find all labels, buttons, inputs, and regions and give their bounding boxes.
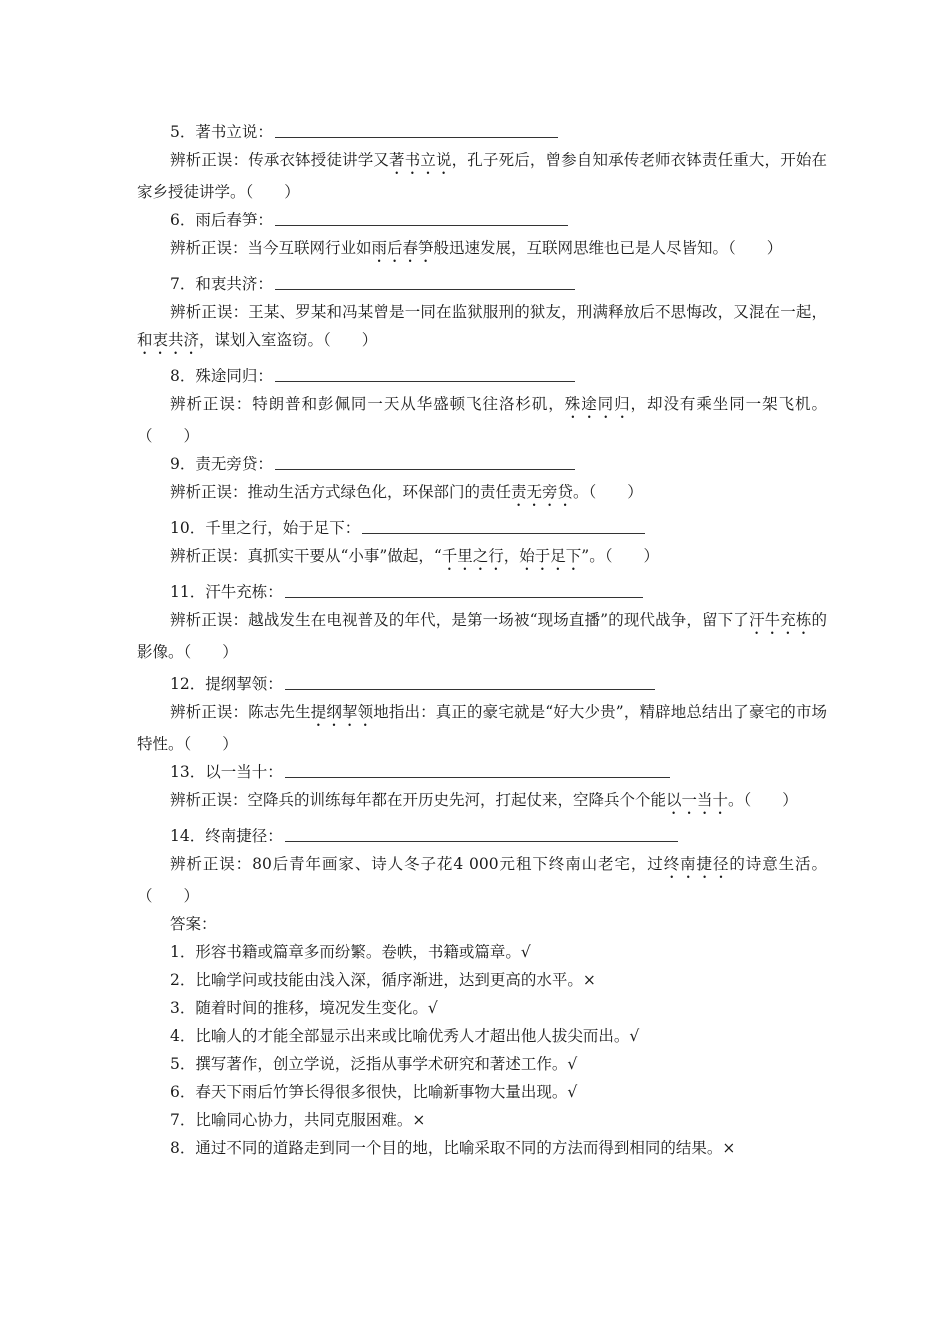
analysis-paragraph — [137, 698, 827, 758]
question-heading — [170, 206, 827, 234]
question-number: 7． — [170, 275, 196, 293]
question-heading — [170, 270, 827, 298]
question-number: 10． — [170, 519, 206, 537]
question-term: 和衷共济： — [195, 275, 273, 293]
emphasized-idiom: 汗牛充栋 — [748, 611, 812, 629]
analysis-text: 辨析正误：陈志先生 — [170, 703, 311, 721]
question-term: 千里之行，始于足下： — [205, 519, 361, 537]
question-term: 汗牛充栋： — [205, 583, 283, 601]
analysis-text: 辨析正误：王某、罗某和冯某曾是一同在监狱服刑的狱友，刑满释放后不思悔改，又混在一起， — [170, 303, 827, 321]
analysis-text: 辨析正误：真抓实干要从“小事”做起，“ — [170, 547, 442, 565]
question-term: 提纲挈领： — [205, 675, 283, 693]
question-number: 13． — [170, 763, 206, 781]
analysis-text: ，谋划入室盗窃。（ ） — [199, 331, 378, 349]
question-number: 12． — [170, 675, 206, 693]
question-term: 殊途同归： — [195, 367, 273, 385]
emphasized-idiom: 以一当十 — [666, 791, 729, 809]
emphasized-idiom: 责无旁贷 — [511, 483, 574, 501]
analysis-text: 般迅速发展，互联网思维也已是人尽皆知。（ ） — [433, 239, 783, 257]
question-heading — [170, 578, 827, 606]
page-content — [137, 118, 827, 1162]
analysis-paragraph — [137, 390, 827, 450]
analysis-paragraph — [137, 146, 827, 206]
analysis-text: 。（ ） — [728, 791, 798, 809]
analysis-text: ”。（ ） — [581, 547, 659, 565]
answer-blank[interactable] — [275, 450, 575, 470]
question-term: 责无旁贷： — [195, 455, 273, 473]
analysis-paragraph — [137, 298, 827, 358]
analysis-text: 辨析正误：80后青年画家、诗人冬子花4 000元租下终南山老宅，过 — [170, 855, 664, 873]
analysis-paragraph — [137, 786, 827, 818]
answer-item: 8．通过不同的道路走到同一个目的地，比喻采取不同的方法而得到相同的结果。× — [170, 1139, 736, 1157]
question-heading — [170, 450, 827, 478]
analysis-paragraph — [137, 606, 827, 666]
question-number: 6． — [170, 211, 196, 229]
answers-heading: 答案： — [170, 915, 217, 933]
question-number: 5． — [170, 123, 196, 141]
analysis-text: 的影像。（ ） — [137, 611, 827, 661]
analysis-text: 辨析正误：特朗普和彭佩同一天从华盛顿飞往洛杉矶， — [170, 395, 565, 413]
analysis-text: ，却没有乘坐同一架飞机。（ ） — [137, 395, 827, 445]
question-heading — [170, 822, 827, 850]
analysis-text: ，孔子死后，曾参自知承传老师衣钵责任重大，开始在家乡授徒讲学。（ ） — [137, 151, 827, 201]
answer-blank[interactable] — [275, 362, 575, 382]
emphasized-idiom: 和衷共济 — [137, 331, 200, 349]
question-term: 雨后春笋： — [195, 211, 273, 229]
question-heading — [170, 118, 827, 146]
answer-blank[interactable] — [285, 822, 678, 842]
analysis-paragraph — [137, 542, 827, 574]
answer-blank[interactable] — [285, 578, 643, 598]
answer-blank[interactable] — [285, 670, 655, 690]
analysis-paragraph — [137, 478, 827, 510]
analysis-text: 辨析正误：越战发生在电视普及的年代，是第一场被“现场直播”的现代战争，留下了 — [170, 611, 749, 629]
answer-item: 6．春天下雨后竹笋长得很多很快，比喻新事物大量出现。√ — [170, 1083, 578, 1101]
analysis-text: 。（ ） — [573, 483, 643, 501]
answer-item: 1．形容书籍或篇章多而纷繁。卷帙，书籍或篇章。√ — [170, 943, 531, 961]
answer-blank[interactable] — [275, 118, 558, 138]
question-heading — [170, 362, 827, 390]
answer-blank[interactable] — [275, 270, 575, 290]
analysis-paragraph — [137, 234, 827, 266]
answer-blank[interactable] — [275, 206, 568, 226]
question-number: 8． — [170, 367, 196, 385]
analysis-text: 辨析正误：推动生活方式绿色化，环保部门的责任 — [170, 483, 512, 501]
emphasized-idiom: 千里之行，始于足下 — [441, 547, 582, 565]
analysis-text: 的诗意生活。（ ） — [137, 855, 827, 905]
answer-item: 5．撰写著作，创立学说，泛指从事学术研究和著述工作。√ — [170, 1055, 578, 1073]
analysis-paragraph — [137, 850, 827, 910]
answer-blank[interactable] — [362, 514, 645, 534]
emphasized-idiom: 提纲挈领 — [310, 703, 374, 721]
analysis-text: 辨析正误：空降兵的训练每年都在开历史先河，打起仗来，空降兵个个能 — [170, 791, 667, 809]
analysis-text: 辨析正误：当今互联网行业如 — [170, 239, 372, 257]
question-number: 9． — [170, 455, 196, 473]
analysis-text: 辨析正误：传承衣钵授徒讲学又 — [170, 151, 390, 169]
answer-blank[interactable] — [285, 758, 670, 778]
emphasized-idiom: 雨后春笋 — [371, 239, 434, 257]
question-number: 11． — [170, 583, 206, 601]
question-heading — [170, 758, 827, 786]
question-heading — [170, 670, 827, 698]
question-term: 著书立说： — [195, 123, 273, 141]
question-heading — [170, 514, 827, 542]
question-term: 终南捷径： — [205, 827, 283, 845]
emphasized-idiom: 著书立说 — [389, 151, 452, 169]
emphasized-idiom: 终南捷径 — [663, 855, 730, 873]
question-number: 14． — [170, 827, 206, 845]
answer-item: 7．比喻同心协力，共同克服困难。× — [170, 1111, 426, 1129]
answer-item: 2．比喻学问或技能由浅入深，循序渐进，达到更高的水平。× — [170, 971, 596, 989]
emphasized-idiom: 殊途同归 — [564, 395, 631, 413]
answer-item: 3．随着时间的推移，境况发生变化。√ — [170, 999, 438, 1017]
analysis-text: 地指出：真正的豪宅就是“好大少贵”，精辟地总结出了豪宅的市场特性。（ ） — [137, 703, 827, 753]
answer-item: 4．比喻人的才能全部显示出来或比喻优秀人才超出他人拔尖而出。√ — [170, 1027, 640, 1045]
question-term: 以一当十： — [205, 763, 283, 781]
